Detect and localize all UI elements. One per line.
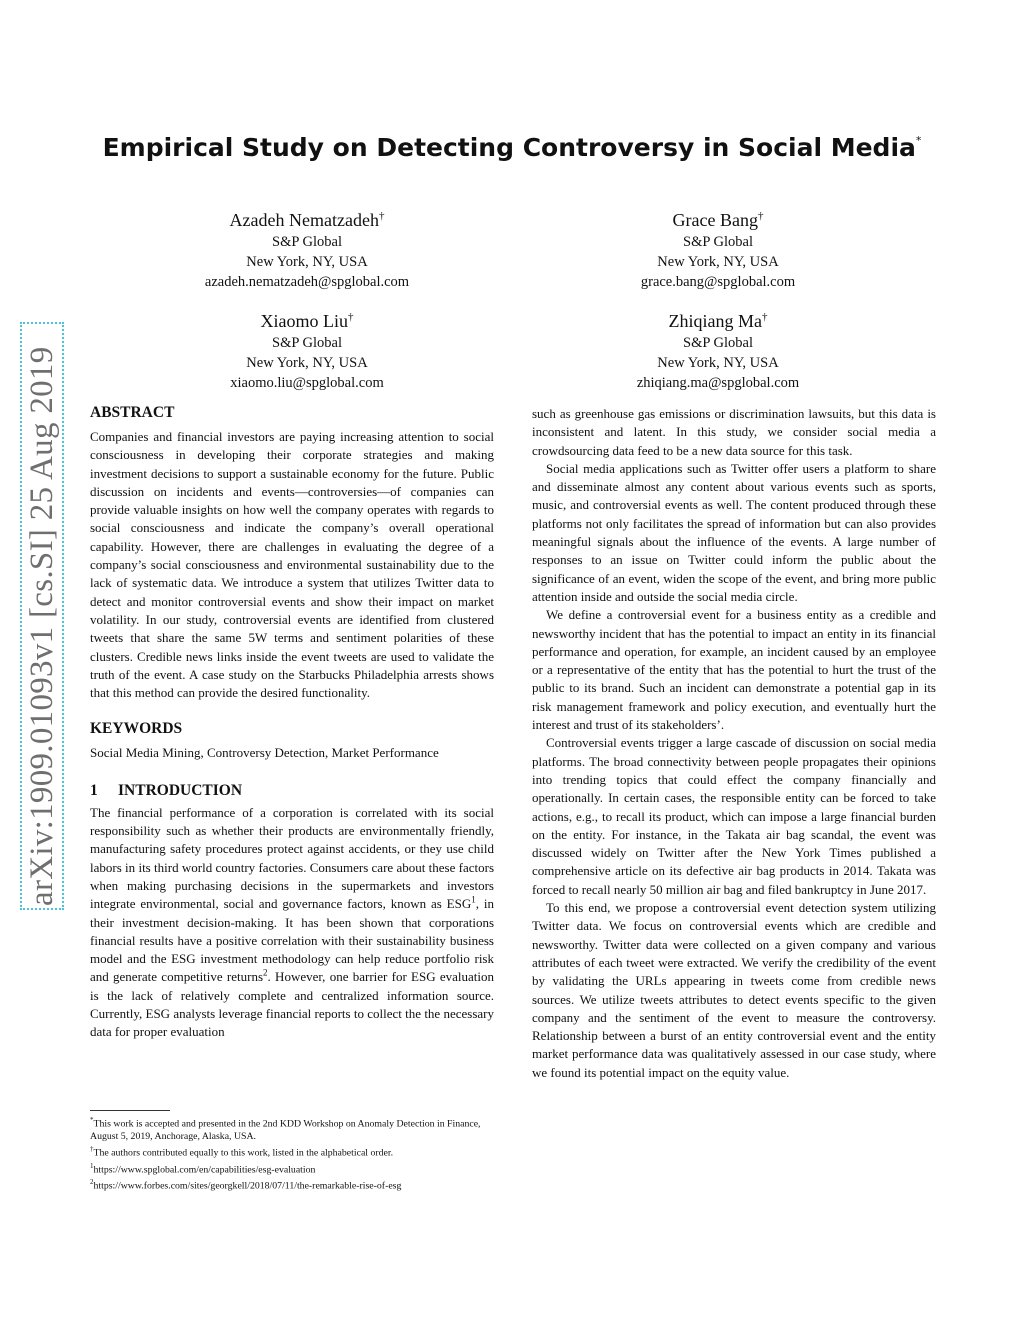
- footnote-ref: 2: [263, 968, 268, 979]
- introduction-heading: [90, 780, 494, 802]
- abstract-heading: ABSTRACT: [90, 404, 175, 421]
- keywords-heading: KEYWORDS: [90, 720, 183, 738]
- intro-paragraph: such as greenhouse gas emissions or discrimination lawsuits, but this data is inconsistent and latent. In this study, we consider social media a crowdsourcing data feed to be a new data source for this task.: [532, 406, 936, 458]
- author-block: [157, 205, 457, 292]
- author-name: Azadeh Nematzadeh†: [229, 210, 385, 230]
- author-email: grace.bang@spglobal.com: [640, 274, 796, 290]
- footnote: *This work is accepted and presented in the 2nd KDD Workshop on Anomaly Detection in Finance, August 5, 2019, Anchorage, Alaska, USA.: [90, 1116, 481, 1143]
- author-email: zhiqiang.ma@spglobal.com: [636, 375, 800, 391]
- intro-paragraph: We define a controversial event for a business entity as a credible and newsworthy incident that has the potential to impact an entity in its financial performance and operation, for example, an incident caused by an employee or a representative of the entity that has the potential to hurt the trust of the public to its brand. Such an incident can demonstrate a potential gap in its risk management framework and policy execution, and eventually hurt the interest and trust of its stakeholders’.: [532, 607, 936, 733]
- footnote-ref: 1: [471, 894, 476, 905]
- left-column: [90, 402, 494, 1042]
- author-name: Xiaomo Liu†: [260, 311, 354, 331]
- author-location: New York, NY, USA: [246, 355, 368, 371]
- footnote-rule: [90, 1110, 170, 1111]
- arxiv-identifier: arXiv:1909.01093v1 [cs.SI] 25 Aug 2019: [24, 346, 60, 906]
- keywords-text: Social Media Mining, Controversy Detection, Market Performance: [90, 745, 439, 761]
- section-title: INTRODUCTION: [118, 781, 243, 799]
- abstract-text: Companies and financial investors are paying increasing attention to social consciousness in developing their corporate strategies and making investment decisions to support a sustainable economy for the future. Public discussion on incidents and events—controversies—of companies can provide valuable insights on how well the company operates with regards to social consciousness and indicate the company’s overall operational capability. However, there are challenges in evaluating the degree of a company’s social consciousness and environmental sustainability due to the lack of systematic data. We introduce a system that utilizes Twitter data to detect and monitor controversial events and show their impact on market volatility. In our study, controversial events are identified from clustered tweets that share the same 5W terms and sentiment polarities of these clusters. Credible news links inside the event tweets are used to validate the truth of the event. A case study on the Starbucks Philadelphia arrests shows that this method can provide the desired functionality.: [90, 429, 494, 701]
- author-email: xiaomo.liu@spglobal.com: [230, 375, 384, 391]
- author-block: [568, 306, 868, 393]
- intro-paragraph: Social media applications such as Twitter offer users a platform to share and disseminate almost any content about various events such as sports, music, and controversial events as well. The content produced through these platforms not only facilitates the spread of information but can also provides meaningful signals about the influence of the events. A large number of responses to an issue on Twitter could inform the public about the significance of an event, widen the scope of the event, and bring more public attention inside and outside the social media circle.: [532, 460, 936, 604]
- author-email: azadeh.nematzadeh@spglobal.com: [204, 274, 410, 290]
- section-number: 1: [90, 781, 98, 799]
- footnote: $^1$https://www.spglobal.com/en/capabilities/esg-evaluation: [90, 1161, 316, 1175]
- author-location: New York, NY, USA: [657, 254, 779, 270]
- title-footnote-mark: *: [915, 134, 922, 147]
- author-name: Zhiqiang Ma†: [668, 311, 768, 331]
- author-affiliation: S&P Global: [683, 234, 753, 250]
- right-column: [532, 405, 936, 1082]
- footnotes: [90, 1110, 494, 1192]
- author-block: [568, 205, 868, 292]
- author-affiliation: S&P Global: [272, 335, 342, 351]
- author-location: New York, NY, USA: [657, 355, 779, 371]
- author-block: [157, 306, 457, 393]
- paper-title-text: Empirical Study on Detecting Controversy in Social Media: [102, 133, 916, 162]
- footnote: $^2$https://www.forbes.com/sites/georgkell/2018/07/11/the-remarkable-rise-of-esg: [90, 1177, 402, 1192]
- intro-paragraph: The financial performance of a corporation is correlated with its social responsibility such as whether their products are environmentally friendly, manufacturing safety procedures protect against accidents, or they use child labors in its third world country factories. Consumers care about these factors when making purchasing decisions in the supermarkets and investors integrate environmental, social and governance factors, known as ESG$^1$, in their investment decision-making. It has been shown that corporations financial results have a positive correlation with their sustainability business model and the ESG investment methodology can help reduce portfolio risk and generate competitive returns$^2$. However, one barrier for ESG evaluation is the lack of relatively complete and centralized information source. Currently, ESG analysts leverage financial reports to collect the the necessary data for proper evaluation: [90, 804, 494, 1040]
- author-affiliation: S&P Global: [683, 335, 753, 351]
- paper-title: [0, 133, 1024, 162]
- author-affiliation: S&P Global: [272, 234, 342, 250]
- intro-paragraph: Controversial events trigger a large cascade of discussion on social media platforms. The broad connectivity between people propagates their opinions into trending topics that could effect the company financially and operationally. In certain cases, the responsible entity can be forced to take actions, e.g., to recall its product, which can impose a large financial burden on the entity. For instance, in the Takata air bag scandal, the event was discussed widely on Twitter after the New York Times published a comprehensive article on its defective air bag products in 2014. Takata was forced to recall nearly 50 million air bag and filed bankruptcy in June 2017.: [532, 735, 936, 897]
- author-name: Grace Bang†: [672, 210, 764, 230]
- footnote: †The authors contributed equally to this work, listed in the alphabetical order.: [90, 1145, 394, 1159]
- intro-paragraph: To this end, we propose a controversial event detection system utilizing Twitter data. We focus on controversial events which are credible and newsworthy. Twitter data were collected on a given company and various attributes of each tweet were extracted. We verify the credibility of the event by validating the URLs appearing in tweets come from credible news sources. We utilize tweets attributes to detect events specific to the given company and the sentiment of the event to measure the controversy. Relationship between a burst of an entity controversial event and the entity market performance data was qualitatively assessed in our case study, where we found its potential impact on the equity value.: [532, 900, 936, 1080]
- author-location: New York, NY, USA: [246, 254, 368, 270]
